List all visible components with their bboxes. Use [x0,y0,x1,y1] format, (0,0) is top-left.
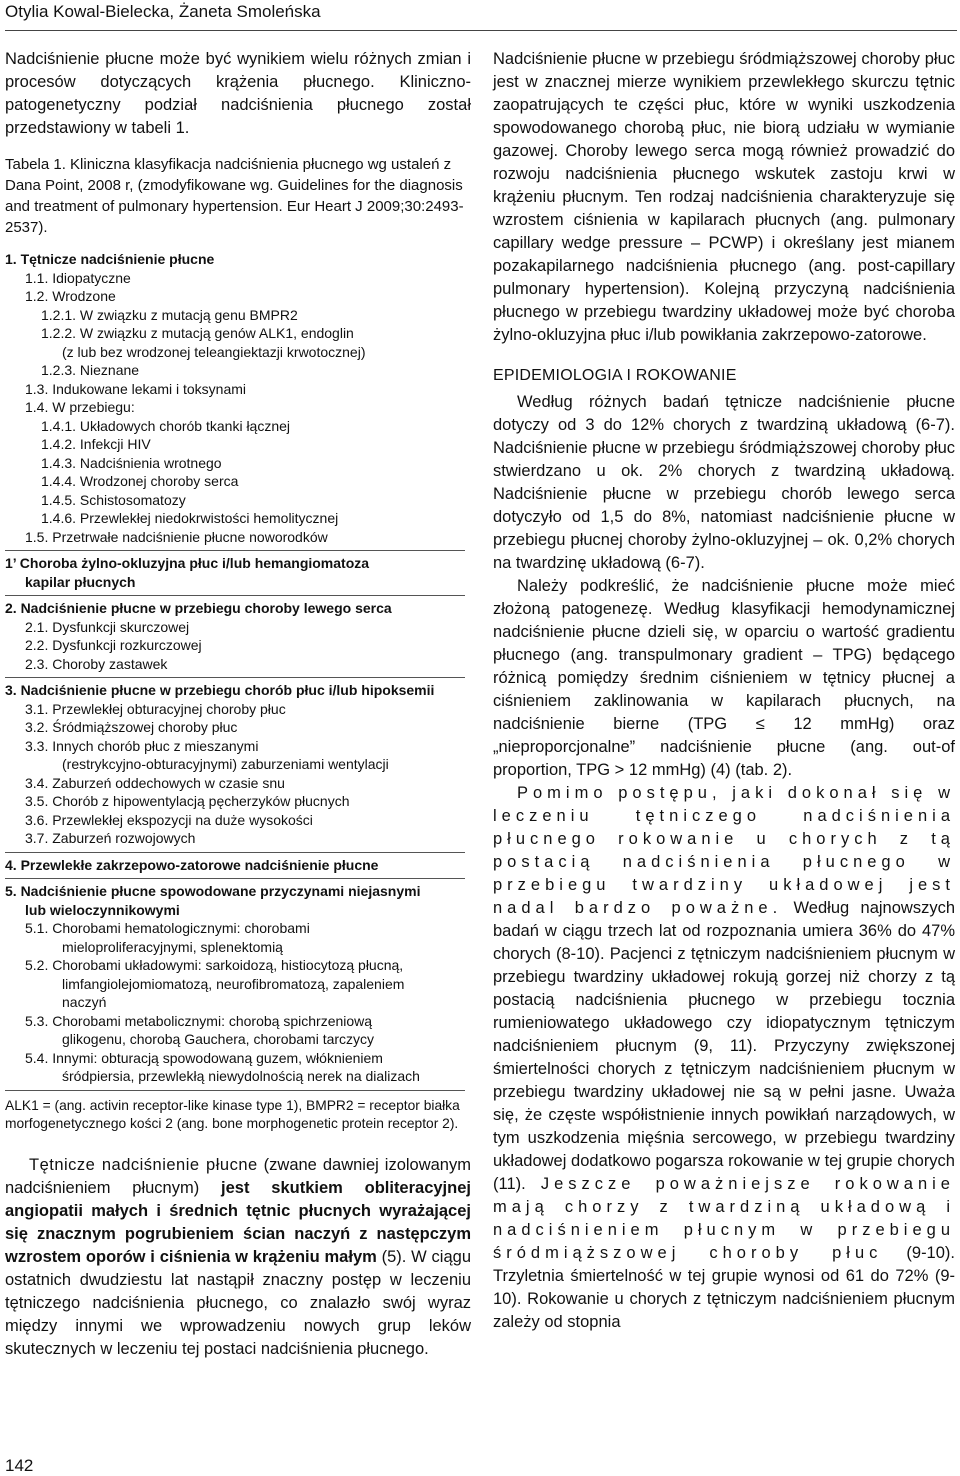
table-row: 2.1. Dysfunkcji skurczowej [25,618,190,635]
table-rule [5,878,465,879]
table-section-row: 1. Tętnicze nadciśnienie płucne [5,251,215,267]
spaced-emphasis-1: Pomimo postępu, jaki dokonał się w leczeniu tętniczego nadciśnienia płucnego rokowanie u chorych z tą postacią nadciśnienia płucnego w przebiegu twardziny układowej jest nadal bardzo poważne. [493,784,955,917]
table-row: 3.5. Chorób z hipowentylacją pęcherzyków płucnych [25,793,350,809]
table-row: 1.3. Indukowane lekami i toksynami [25,380,246,397]
table-row: 3.4. Zaburzeń oddechowych w czasie snu [25,774,285,791]
right-paragraph-4 [493,782,955,1334]
running-header: Otylia Kowal-Bielecka, Żaneta Smoleńska [5,2,321,21]
table-row: 3.2. Śródmiąższowej choroby płuc [25,719,238,735]
table-row: 1.4.3. Nadciśnienia wrotnego [41,454,222,471]
table-section-row: 3. Nadciśnienie płucne w przebiegu chorób płuc i/lub hipoksemii [5,682,435,698]
table-section-row: 5. Nadciśnienie płucne spowodowane przyczynami niejasnymi [5,883,421,899]
section-heading: EPIDEMIOLOGIA I ROKOWANIE [493,367,737,384]
table-rule [5,595,465,596]
table-row: 1.1. Idiopatyczne [25,269,131,286]
table-rule [5,677,465,678]
table-row: 1.2. Wrodzone [25,288,116,304]
table-rule [5,1090,465,1091]
table-row: 1.4.5. Schistosomatozy [41,491,186,508]
table-rule [5,550,465,551]
table-row: 1.4.6. Przewlekłej niedokrwistości hemolitycznej [41,510,339,526]
page-number: 142 [5,1456,34,1475]
table-row: 1.2.2. W związku z mutacją genów ALK1, endoglin [41,325,354,341]
table-row: śródpiersia, przewlekłą niewydolnością nerek na dializach [62,1068,420,1084]
right-paragraph-3: Należy podkreślić, że nadciśnienie płucne może mieć złożoną patogenezę. Według klasyfikacji hemodynamicznej nadciśnienie płucne dzieli się, w oparciu o wartość gradientu płucnego (ang. transpulmonary gradient – TPG) będącego różnicą pomiędzy średnim ciśnieniem w tętnicy płucnej a ciśnieniem zaklinowania w kapilarach płucnych, na nadciśnienie bierne (TPG ≤ 12 mmHg) oraz „nieproporcjonalne” nadciśnienie płucne (ang. out-of proportion, TPG > 12 mmHg) (4) (tab. 2). [493,577,955,779]
intro-paragraph: Nadciśnienie płucne może być wynikiem wielu różnych zmian i procesów dotyczących krążenia płucnego. Kliniczno-patogenetyczny podział nadciśnienia płucnego został przedstawiony w tabeli 1. [5,50,471,137]
table-row: (z lub bez wrodzonej teleangiektazji krwotocznej) [62,343,366,360]
table-row: mieloproliferacyjnymi, splenektomią [62,938,283,955]
table-row: 5.1. Chorobami hematologicznymi: chorobami [25,920,310,936]
table-footnote: ALK1 = (ang. activin receptor-like kinase type 1), BMPR2 = receptor białka morfogenetycznego kości 2 (ang. bone morphogenetic protein receptor 2). [5,1097,460,1131]
table-row: 2.2. Dysfunkcji rozkurczowej [25,637,202,653]
right-paragraph-2: Według różnych badań tętnicze nadciśnienie płucne dotyczy od 3 do 12% chorych z twardziną układową (6-7). Nadciśnienie płucne w przebiegu śródmiąższowej choroby płuc stwierdzano u ok. 2% chorych z twardziną układową. Nadciśnienie płucne w przebiegu chorób lewego serca dotyczyło od 1,5 do 8%, natomiast nadciśnienie płucne w przebiegu płucnej choroby żylno-okluzyjnej – ok. 0,2% chorych na twardzinę układową (6-7). [493,393,955,572]
table-section-row: kapilar płucnych [25,573,136,590]
table-caption: Tabela 1. Kliniczna klasyfikacja nadciśnienia płucnego wg ustaleń z Dana Point, 2008 r, (zmodyfikowane wg. Guidelines for the diagnosis and treatment of pulmonary hypertension. Eur Heart J 2009;30:2493-2537). [5,156,464,236]
right-paragraph-1: Nadciśnienie płucne w przebiegu śródmiąższowej choroby płuc jest w znacznej mierze wynikiem przewlekłego skurczu tętnic zaopatrujących te części płuc, które w wyniki uszkodzenia spowodowanego chorobą płuc, nie biorą udziału w wymianie gazowej. Choroby lewego serca mogą również prowadzić do rozwoju nadciśnienia płucnego wskutek zastoju krwi w krążeniu płucnym. Ten rodzaj nadciśnienia charakteryzuje się wzrostem ciśnienia w kapilarach płucnych (ang. pulmonary capillary wedge pressure – PCWP) i określany jest mianem pozakapilarnego nadciśnienia płucnego (ang. post-capillary pulmonary hypertension). Kolejną przyczyną nadciśnienia płucnego w przebiegu twardziny układowej może być choroba żylno-okluzyjna płuc i/lub powikłania zakrzepowo-zatorowe. [493,50,955,344]
table-row: 1.5. Przetrwałe nadciśnienie płucne noworodków [25,528,328,545]
table-row: 1.2.3. Nieznane [41,362,140,378]
table-row: 2.3. Choroby zastawek [25,655,168,672]
table-rule [5,852,465,853]
left-column [5,48,471,1361]
pah-lead: Tętnicze nadciśnienie płucne [29,1155,258,1174]
table-row: 3.3. Innych chorób płuc z mieszanymi [25,737,259,754]
table-row: limfangiolejomiomatozą, neurofibromatozą, zapaleniem [62,975,405,992]
table-row: 1.4.2. Infekcji HIV [41,436,151,452]
table-row: (restrykcyjno-obturacyjnymi) zaburzeniami wentylacji [62,756,389,772]
table-row: 5.2. Chorobami układowymi: sarkoidozą, histiocytozą płucną, [25,957,404,973]
table-row: 3.7. Zaburzeń rozwojowych [25,830,196,846]
table-row: 3.6. Przewlekłej ekspozycji na duże wysokości [25,811,313,828]
right-column [493,48,955,1334]
table-section-row: 4. Przewlekłe zakrzepowo-zatorowe nadciśnienie płucne [5,856,379,873]
table-section-row: 1’ Choroba żylno-okluzyjna płuc i/lub hemangiomatoza [5,555,370,571]
prognosis-text: Według najnowszych badań w ciągu trzech lat od rozpoznania umiera 36% do 47% chorych (8-10). Pacjenci z tętniczym nadciśnieniem płucnym w przebiegu twardziny układowej rokują gorzej niż chorzy z tą postacią nadciśnienia płucnego w przebiegu tocznia rumieniowatego układowego czy idiopatycznym tętniczym nadciśnieniem płucnym (9, 11). Przyczyny zwiększonej śmiertelności chorych z tętniczym nadciśnieniem płucnym w przebiegu twardziny układowej nie są w pełni jasne. Uważa się, że częste współistnienie innych powikłań narządowych, w tym uszkodzenia mięśnia sercowego, w przebiegu twardziny układowej dodatkowo pogarsza rokowanie w tej grupie chorych (11). [493,899,955,1193]
table-row: 1.2.1. W związku z mutacją genu BMPR2 [41,306,298,323]
pah-rest: (5). W ciągu ostatnich dwudziestu lat nastąpił znaczny postęp w leczeniu tętniczego nadciśnienia płucnego, co znalazło swój wyraz między innymi we wprowadzeniu nowych grup leków skutecznych w leczeniu tej postaci nadciśnienia płucnego. [5,1247,471,1358]
table-row: 1.4.1. Układowych chorób tkanki łącznej [41,417,291,434]
pah-mid: (zwane dawniej izolowanym nadciśnieniem płucnym) [5,1155,471,1197]
table-row: 1.4.4. Wrodzonej choroby serca [41,473,239,489]
table-row: 5.3. Chorobami metabolicznymi: chorobą spichrzeniową [25,1012,373,1029]
table-section-row: 2. Nadciśnienie płucne w przebiegu choroby lewego serca [5,600,392,616]
table-section-row: lub wieloczynnikowymi [25,901,180,918]
pah-paragraph [5,1154,471,1361]
table-row: 3.1. Przewlekłej obturacyjnej choroby płuc [25,700,286,717]
pah-bold: jest skutkiem obliteracyjnej angiopatii małych i średnich tętnic płucnych wyrażającej się znacznym pogrubieniem ścian naczyń z następczym wzrostem oporów i ciśnienia w krążeniu małym [5,1178,471,1266]
table-row: naczyń [62,994,107,1010]
table-row: 5.4. Innymi: obturacją spowodowaną guzem, włóknieniem [25,1049,383,1066]
classification-table [5,250,471,1091]
table-row: glikogenu, chorobą Gauchera, chorobami tarczycy [62,1031,375,1047]
header-rule [5,30,957,31]
table-row: 1.4. W przebiegu: [25,399,135,415]
spaced-emphasis-2: Jeszcze poważniejsze rokowanie mają chorzy z twardziną układową i nadciśnieniem płucnym w przebiegu śródmiąższowej choroby płuc [493,1175,955,1262]
prognosis-end: (9-10). Trzyletnia śmiertelność w tej grupie wynosi od 61 do 72% (9-10). Rokowanie u chorych z tętniczym nadciśnieniem płucnym zależy od stopnia [493,1244,955,1331]
